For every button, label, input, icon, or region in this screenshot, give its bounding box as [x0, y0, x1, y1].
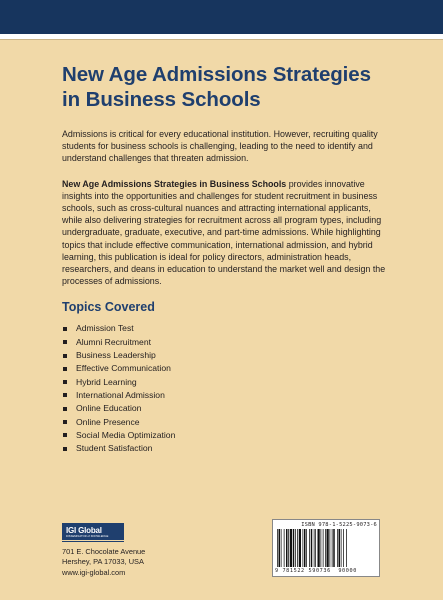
topic-item: Alumni Recruitment — [62, 336, 392, 349]
topics-heading: Topics Covered — [62, 300, 155, 315]
publisher-logo-name: IGI Global — [66, 525, 102, 535]
barcode-digits — [275, 568, 377, 574]
isbn-barcode — [272, 519, 380, 577]
top-divider — [0, 39, 443, 40]
description-paragraph — [62, 178, 392, 288]
topic-item: Social Media Optimization — [62, 429, 392, 442]
book-title-line1: New Age Admissions Strategies — [62, 63, 371, 86]
isbn-label: ISBN 978-1-5225-9073-6 — [301, 522, 377, 528]
top-color-band — [0, 0, 443, 34]
topic-item: Effective Communication — [62, 362, 392, 375]
topic-item: Online Education — [62, 402, 392, 415]
address-city: Hershey, PA 17033, USA — [62, 557, 144, 567]
topic-item: Hybrid Learning — [62, 376, 392, 389]
description-text: provides innovative insights into the opportunities and challenges for student recruitment in business schools, such as cross-cultural nuances and attracting international applicants, while also delivering strategies for recruitment across all program types, including undergraduate, graduate, executive, and part-time admissions. While highlighting topics that include effective communication, international admission, and hybrid learning, this publication is ideal for policy directors, administration heads, researchers, and deans in education to understand the market well and design the processes of admissions. — [62, 178, 386, 287]
barcode-bars — [277, 529, 375, 567]
description-bold-title: New Age Admissions Strategies in Business Schools — [62, 178, 287, 189]
publisher-address — [62, 547, 145, 578]
topics-list — [62, 322, 392, 455]
isbn-number — [275, 522, 377, 528]
topic-item: Student Satisfaction — [62, 442, 392, 455]
topic-item: Online Presence — [62, 416, 392, 429]
publisher-website: www.igi-global.com — [62, 567, 126, 577]
address-street: 701 E. Chocolate Avenue — [62, 547, 146, 556]
intro-paragraph: Admissions is critical for every educational institution. However, recruiting quality students for business schools is challenging, leading to the need to identify and understand challenges that threaten admission. — [62, 129, 378, 164]
book-title-line2: in Business Schools — [62, 88, 261, 111]
back-cover-content — [62, 62, 392, 455]
publisher-logo — [62, 523, 124, 540]
publisher-logo-tagline: DISSEMINATOR of KNOWLEDGE — [66, 534, 109, 538]
barcode-number: 9 781522 590736 — [275, 568, 331, 574]
book-title — [62, 62, 392, 112]
logo-underline — [62, 541, 124, 542]
topic-item: International Admission — [62, 389, 392, 402]
topic-item: Admission Test — [62, 322, 392, 335]
price-code: 90000 — [338, 568, 357, 574]
topic-item: Business Leadership — [62, 349, 392, 362]
